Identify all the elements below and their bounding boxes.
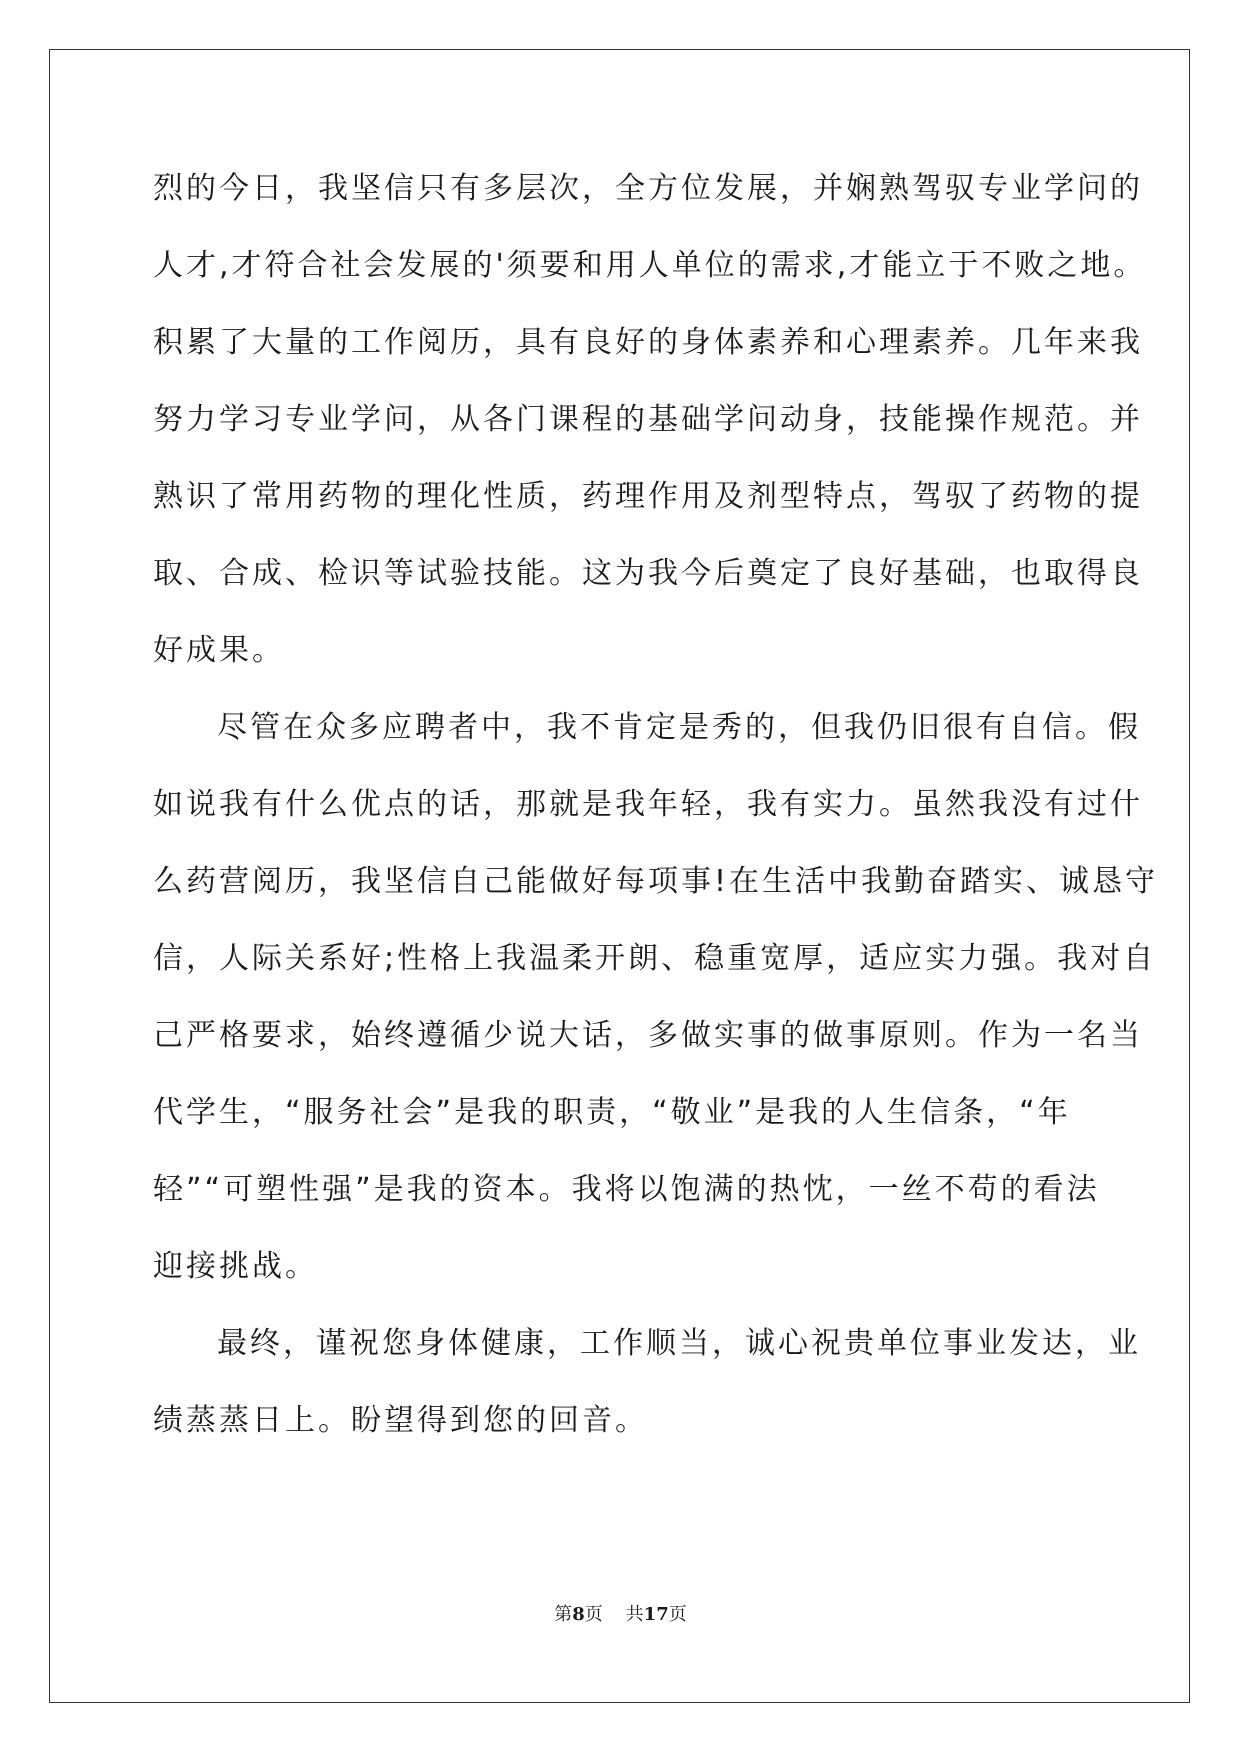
text-line: 努力学习专业学问，从各门课程的基础学问动身，技能操作规范。并: [153, 402, 1143, 437]
text-line: 轻”“可塑性强”是我的资本。我将以饱满的热忱，一丝不苟的看法: [153, 1172, 1100, 1207]
text-line: 么药营阅历，我坚信自己能做好每项事!在生活中我勤奋踏实、诚恳守: [153, 864, 1159, 899]
text-line: 人才,才符合社会发展的'须要和用人单位的需求,才能立于不败之地。: [153, 248, 1147, 283]
total-prefix: 共: [625, 1604, 644, 1625]
text-line: 信，人际关系好;性格上我温柔开朗、稳重宽厚，适应实力强。我对自: [153, 941, 1157, 976]
text-line: 熟识了常用药物的理化性质，药理作用及剂型特点，驾驭了药物的提: [153, 479, 1143, 514]
text-line: 取、合成、检识等试验技能。这为我今后奠定了良好基础，也取得良: [153, 556, 1143, 591]
text-line: 好成果。: [153, 633, 285, 668]
text-line: 尽管在众多应聘者中，我不肯定是秀的，但我仍旧很有自信。假: [217, 710, 1141, 745]
page-prefix: 第: [554, 1604, 573, 1625]
document-body: [153, 150, 1159, 1459]
page-number: 8: [572, 1604, 585, 1625]
text-line: 最终，谨祝您身体健康，工作顺当，诚心祝贵单位事业发达，业: [217, 1326, 1141, 1361]
text-line: 绩蒸蒸日上。盼望得到您的回音。: [153, 1403, 648, 1438]
text-line: 迎接挑战。: [153, 1249, 318, 1284]
text-line: 如说我有什么优点的话，那就是我年轻，我有实力。虽然我没有过什: [153, 787, 1143, 822]
total-suffix: 页: [668, 1604, 687, 1625]
total-pages: 17: [643, 1604, 669, 1625]
text-line: 积累了大量的工作阅历，具有良好的身体素养和心理素养。几年来我: [153, 325, 1143, 360]
text-line: 烈的今日，我坚信只有多层次，全方位发展，并娴熟驾驭专业学问的: [153, 171, 1143, 206]
text-line: 代学生，“服务社会”是我的职责，“敬业”是我的人生信条，“年: [153, 1095, 1071, 1130]
text-line: 己严格要求，始终遵循少说大话，多做实事的做事原则。作为一名当: [153, 1018, 1143, 1053]
page-suffix: 页: [584, 1604, 603, 1625]
page-footer: [0, 1600, 1241, 1626]
